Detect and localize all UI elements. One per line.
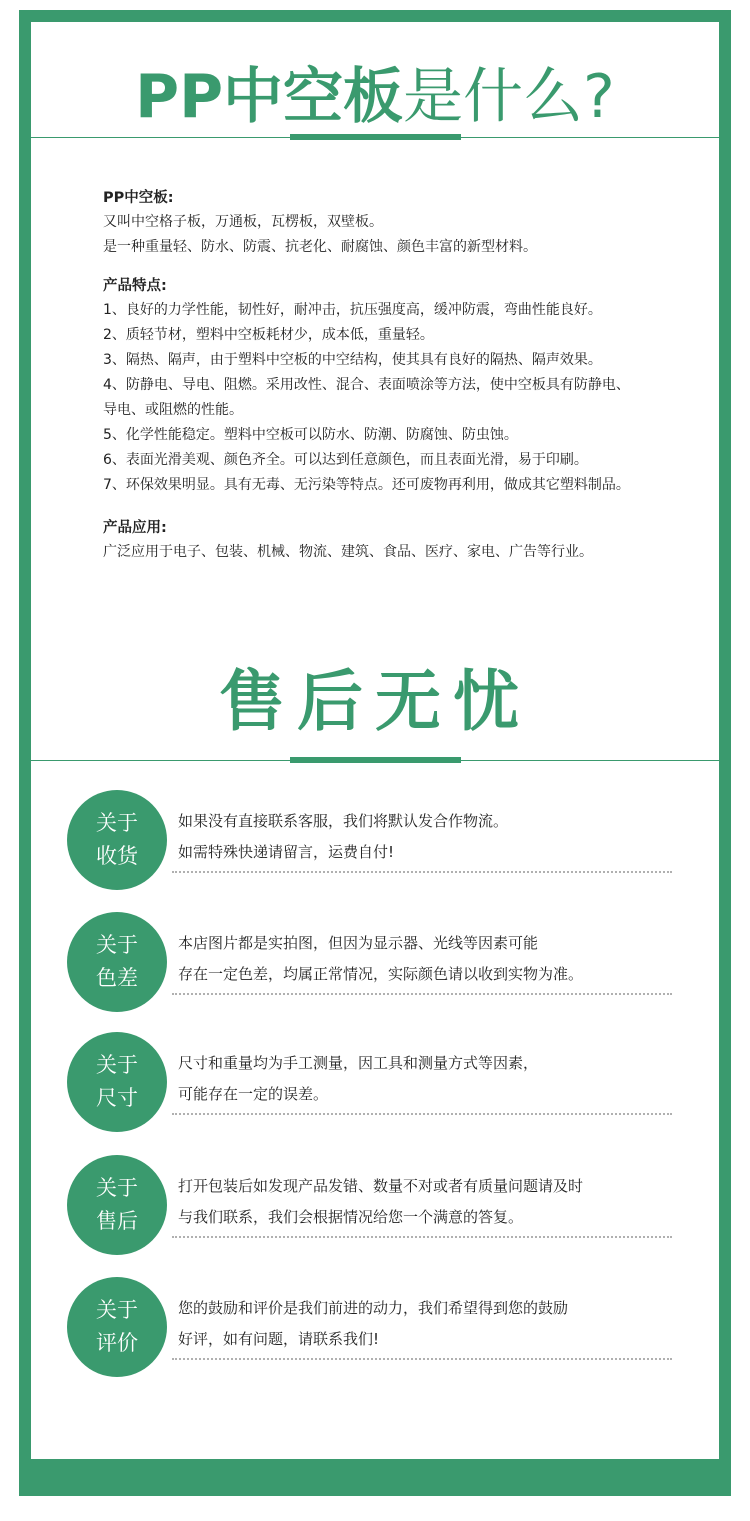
item-text-line: 您的鼓励和评价是我们前进的动力，我们希望得到您的鼓励 bbox=[178, 1299, 569, 1317]
item-text bbox=[178, 1293, 568, 1355]
dotted-separator bbox=[172, 993, 672, 995]
feature-line: 导电、或阻燃的性能。 bbox=[103, 402, 243, 418]
badge-line2: 售后 bbox=[96, 1209, 138, 1233]
intro-title bbox=[31, 62, 719, 132]
item-text-line: 打开包装后如发现产品发错、数量不对或者有质量问题请及时 bbox=[178, 1177, 584, 1195]
intro-title-bold: PP中空板 bbox=[135, 62, 404, 132]
after-sales-title-rule-bar bbox=[290, 757, 461, 763]
definition-line: 是一种重量轻、防水、防震、抗老化、耐腐蚀、颜色丰富的新型材料。 bbox=[103, 239, 537, 255]
after-sales-title: 售后无忧 bbox=[219, 663, 531, 740]
item-text-line: 好评，如有问题，请联系我们! bbox=[178, 1330, 380, 1348]
item-text bbox=[178, 928, 583, 990]
item-text bbox=[178, 806, 508, 868]
badge-line2: 评价 bbox=[96, 1331, 138, 1355]
dotted-separator bbox=[172, 1113, 672, 1115]
feature-line: 7、环保效果明显。具有无毒、无污染等特点。还可废物再利用，做成其它塑料制品。 bbox=[103, 477, 630, 493]
intro-title-light: 是什么? bbox=[403, 62, 615, 132]
application-heading: 产品应用: bbox=[103, 520, 167, 536]
feature-line: 2、质轻节材，塑料中空板耗材少，成本低，重量轻。 bbox=[103, 327, 434, 343]
badge-line1: 关于 bbox=[96, 1053, 138, 1077]
feature-line: 1、良好的力学性能，韧性好，耐冲击，抗压强度高，缓冲防震，弯曲性能良好。 bbox=[103, 302, 602, 318]
item-badge bbox=[67, 912, 167, 1012]
definition-line: 又叫中空格子板，万通板，瓦楞板，双壁板。 bbox=[103, 214, 383, 230]
dotted-separator bbox=[172, 871, 672, 873]
item-text-line: 本店图片都是实拍图，但因为显示器、光线等因素可能 bbox=[178, 934, 539, 952]
badge-line1: 关于 bbox=[96, 1298, 138, 1322]
application-line: 广泛应用于电子、包装、机械、物流、建筑、食品、医疗、家电、广告等行业。 bbox=[103, 544, 593, 560]
dotted-separator bbox=[172, 1236, 672, 1238]
intro-body bbox=[103, 186, 703, 565]
item-badge bbox=[67, 1277, 167, 1377]
after-sales-item-service bbox=[67, 1155, 687, 1265]
dotted-separator bbox=[172, 1358, 672, 1360]
item-badge bbox=[67, 790, 167, 890]
after-sales-item-review bbox=[67, 1277, 687, 1387]
content-panel bbox=[31, 22, 719, 1459]
item-text-line: 如果没有直接联系客服，我们将默认发合作物流。 bbox=[178, 812, 509, 830]
badge-line1: 关于 bbox=[96, 1176, 138, 1200]
item-text-line: 存在一定色差，均属正常情况，实际颜色请以收到实物为准。 bbox=[178, 965, 584, 983]
features-heading: 产品特点: bbox=[103, 278, 167, 294]
item-text-line: 可能存在一定的误差。 bbox=[178, 1085, 329, 1103]
feature-line: 5、化学性能稳定。塑料中空板可以防水、防潮、防腐蚀、防虫蚀。 bbox=[103, 427, 518, 443]
item-text-line: 尺寸和重量均为手工测量，因工具和测量方式等因素， bbox=[178, 1054, 539, 1072]
item-badge bbox=[67, 1032, 167, 1132]
after-sales-item-size bbox=[67, 1032, 687, 1142]
definition-heading: PP中空板: bbox=[103, 190, 174, 206]
badge-line2: 收货 bbox=[96, 844, 138, 868]
item-text-line: 与我们联系，我们会根据情况给您一个满意的答复。 bbox=[178, 1208, 524, 1226]
feature-line: 3、隔热、隔声，由于塑料中空板的中空结构，使其具有良好的隔热、隔声效果。 bbox=[103, 352, 602, 368]
item-text-line: 如需特殊快递请留言，运费自付! bbox=[178, 843, 395, 861]
item-text bbox=[178, 1171, 583, 1233]
feature-line: 6、表面光滑美观、颜色齐全。可以达到任意颜色，而且表面光滑，易于印刷。 bbox=[103, 452, 588, 468]
badge-line2: 尺寸 bbox=[96, 1086, 138, 1110]
badge-line2: 色差 bbox=[96, 966, 138, 990]
after-sales-item-receiving bbox=[67, 790, 687, 900]
after-sales-item-color bbox=[67, 912, 687, 1022]
badge-line1: 关于 bbox=[96, 811, 138, 835]
intro-title-rule-bar bbox=[290, 134, 461, 140]
feature-line: 4、防静电、导电、阻燃。采用改性、混合、表面喷涂等方法，使中空板具有防静电、 bbox=[103, 377, 630, 393]
item-badge bbox=[67, 1155, 167, 1255]
item-text bbox=[178, 1048, 538, 1110]
badge-line1: 关于 bbox=[96, 933, 138, 957]
